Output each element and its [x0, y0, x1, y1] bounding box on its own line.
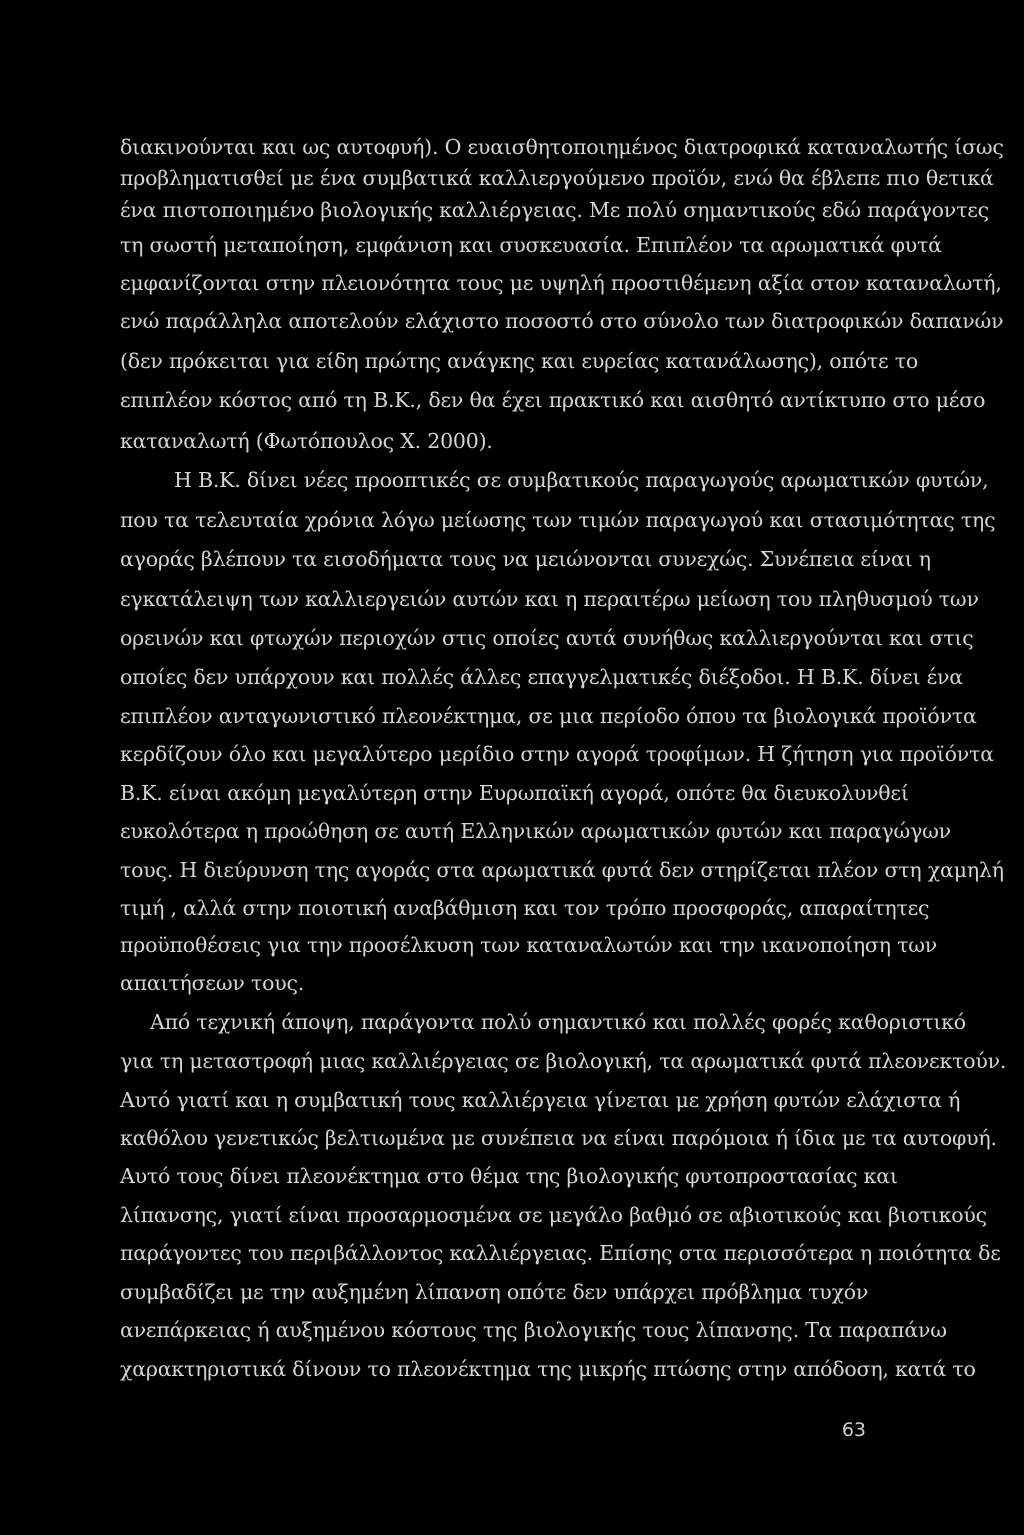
paragraph-line: ευκολότερα η προώθηση σε αυτή Ελληνικών αρωματικών φυτών και παραγώγων — [120, 819, 951, 843]
paragraph-line: ορεινών και φτωχών περιοχών στις οποίες αυτά συνήθως καλλιεργούνται και στις — [120, 626, 974, 650]
paragraph-line: επιπλέον ανταγωνιστικό πλεονέκτημα, σε μια περίοδο όπου τα βιολογικά προϊόντα — [120, 704, 977, 728]
paragraph-line: συμβαδίζει με την αυξημένη λίπανση οπότε δεν υπάρχει πρόβλημα τυχόν — [120, 1280, 869, 1304]
paragraph-line: διακινούνται και ως αυτοφυή). Ο ευαισθητοποιημένος διατροφικά καταναλωτής ίσως — [120, 135, 1004, 159]
paragraph-line: καταναλωτή (Φωτόπουλος Χ. 2000). — [120, 429, 493, 453]
paragraph-line: για τη μεταστροφή μιας καλλιέργειας σε βιολογική, τα αρωματικά φυτά πλεονεκτούν. — [120, 1049, 1007, 1073]
paragraph-line: επιπλέον κόστος από τη Β.Κ., δεν θα έχει πρακτικό και αισθητό αντίκτυπο στο μέσο — [120, 388, 986, 412]
paragraph-line: καθόλου γενετικώς βελτιωμένα με συνέπεια να είναι παρόμοια ή ίδια με τα αυτοφυή. — [120, 1126, 997, 1150]
paragraph-line: που τα τελευταία χρόνια λόγω μείωσης των τιμών παραγωγού και στασιμότητας της — [120, 508, 996, 532]
paragraph-line: Η Β.Κ. δίνει νέες προοπτικές σε συμβατικούς παραγωγούς αρωματικών φυτών, — [174, 468, 989, 492]
paragraph-line: χαρακτηριστικά δίνουν το πλεονέκτημα της μικρής πτώσης στην απόδοση, κατά το — [120, 1357, 976, 1381]
paragraph-line: ενώ παράλληλα αποτελούν ελάχιστο ποσοστό στο σύνολο των διατροφικών δαπανών — [120, 309, 1004, 333]
paragraph-line: οποίες δεν υπάρχουν και πολλές άλλες επαγγελματικές διέξοδοι. Η Β.Κ. δίνει ένα — [120, 665, 963, 689]
paragraph-line: Αυτό τους δίνει πλεονέκτημα στο θέμα της βιολογικής φυτοπροστασίας και — [120, 1164, 898, 1188]
paragraph-line: απαιτήσεων τους. — [120, 971, 305, 995]
paragraph-line: ανεπάρκειας ή αυξημένου κόστους της βιολογικής τους λίπανσης. Τα παραπάνω — [120, 1318, 947, 1342]
paragraph-line: κερδίζουν όλο και μεγαλύτερο μερίδιο στην αγορά τροφίμων. Η ζήτηση για προϊόντα — [120, 742, 994, 766]
paragraph-line: (δεν πρόκειται για είδη πρώτης ανάγκης και ευρείας κατανάλωσης), οπότε το — [120, 349, 919, 373]
paragraph-line: Αυτό γιατί και η συμβατική τους καλλιέργεια γίνεται με χρήση φυτών ελάχιστα ή — [120, 1088, 961, 1112]
paragraph-line: Β.Κ. είναι ακόμη μεγαλύτερη στην Ευρωπαϊκή αγορά, οπότε θα διευκολυνθεί — [120, 781, 909, 805]
paragraph-line: προβληματισθεί με ένα συμβατικά καλλιεργούμενο προϊόν, ενώ θα έβλεπε πιο θετικά — [120, 166, 994, 190]
paragraph-line: εγκατάλειψη των καλλιεργειών αυτών και η περαιτέρω μείωση του πληθυσμού των — [120, 587, 979, 611]
paragraph-line: εμφανίζονται στην πλειονότητα τους με υψηλή προστιθέμενη αξία στον καταναλωτή, — [120, 271, 1002, 295]
paragraph-line: αγοράς βλέπουν τα εισοδήματα τους να μειώνονται συνεχώς. Συνέπεια είναι η — [120, 547, 931, 571]
paragraph-line: Από τεχνική άποψη, παράγοντα πολύ σημαντικό και πολλές φορές καθοριστικό — [150, 1010, 966, 1034]
paragraph-line: προϋποθέσεις για την προσέλκυση των καταναλωτών και την ικανοποίηση των — [120, 933, 938, 957]
paragraph-line: λίπανσης, γιατί είναι προσαρμοσμένα σε μεγάλο βαθμό σε αβιοτικούς και βιοτικούς — [120, 1203, 987, 1227]
paragraph-line: παράγοντες του περιβάλλοντος καλλιέργειας. Επίσης στα περισσότερα η ποιότητα δε — [120, 1241, 1001, 1265]
paragraph-line: τη σωστή μεταποίηση, εμφάνιση και συσκευασία. Επιπλέον τα αρωματικά φυτά — [120, 233, 942, 257]
paragraph-line: ένα πιστοποιημένο βιολογικής καλλιέργειας. Με πολύ σημαντικούς εδώ παράγοντες — [120, 198, 989, 222]
page-number: 63 — [841, 1419, 866, 1441]
paragraph-line: τιμή , αλλά στην ποιοτική αναβάθμιση και τον τρόπο προσφοράς, απαραίτητες — [120, 896, 930, 920]
paragraph-line: τους. Η διεύρυνση της αγοράς στα αρωματικά φυτά δεν στηρίζεται πλέον στη χαμηλή — [120, 858, 1004, 882]
